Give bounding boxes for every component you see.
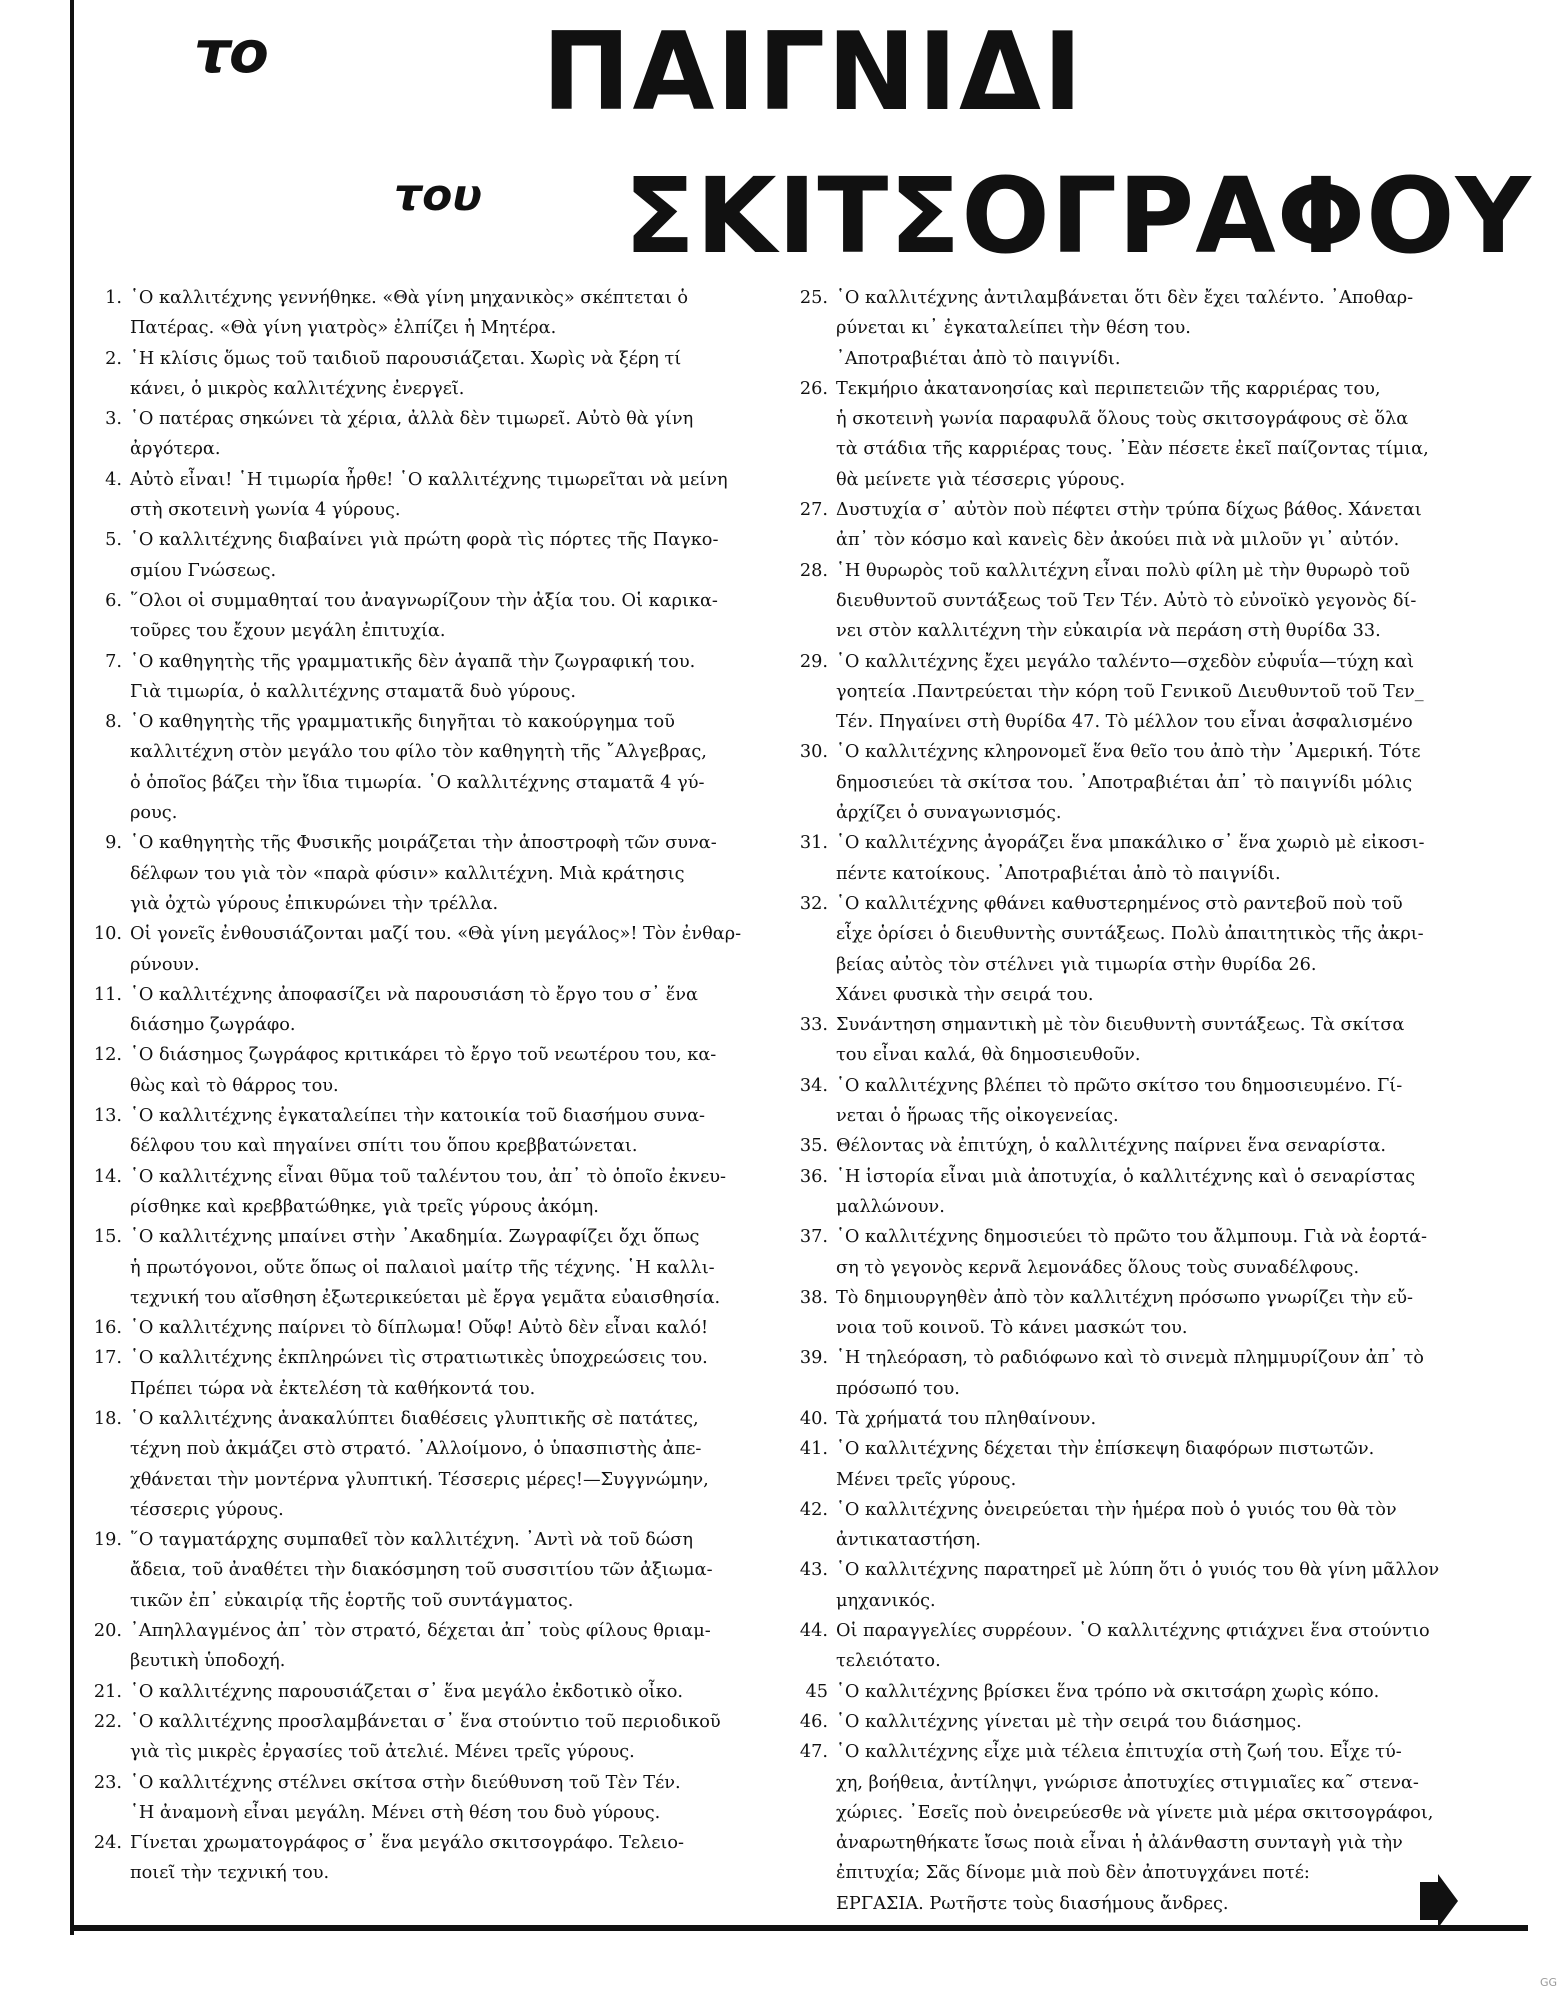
list-item bbox=[92, 465, 758, 526]
item-text: ῾Ο καλλιτέχνης γεννήθηκε. «Θὰ γίνη μηχανικὸς» σκέπτεται ὁ Πατέρας. «Θὰ γίνη γιατρὸς» ἐλπίζει ἡ Μητέρα. bbox=[130, 288, 689, 339]
item-number: 30. bbox=[799, 742, 828, 763]
item-text: ῾Ο καλλιτέχνης κληρονομεῖ ἕνα θεῖο του ἀπὸ τὴν ᾽Αμερική. Τότε δημοσιεύει τὰ σκίτσα του. ᾽Αποτραβιέται ἀπ᾽ τὸ παιγνίδι μόλις ἀρχίζει ὁ συναγωνισμός. bbox=[836, 742, 1421, 824]
item-number: 16. bbox=[93, 1318, 122, 1339]
list-item bbox=[92, 828, 758, 919]
list-item bbox=[92, 707, 758, 828]
item-text: ῾Ο καλλιτέχνης δέχεται τὴν ἐπίσκεψη διαφόρων πιστωτῶν. Μένει τρεῖς γύρους. bbox=[836, 1439, 1375, 1490]
item-number: 2. bbox=[105, 348, 122, 369]
list-item bbox=[794, 1283, 1494, 1344]
list-item bbox=[92, 647, 758, 708]
item-number: 12. bbox=[93, 1045, 122, 1066]
item-text: ῾Ο καλλιτέχνης παρατηρεῖ μὲ λύπη ὅτι ὁ γυιός του θὰ γίνη μᾶλλον μηχανικός. bbox=[836, 1560, 1440, 1611]
item-number: 27. bbox=[799, 500, 828, 521]
list-item bbox=[794, 1071, 1494, 1132]
item-number: 22. bbox=[93, 1711, 122, 1732]
item-text: ῾Ο καλλιτέχνης βρίσκει ἕνα τρόπο νὰ σκιτσάρη χωρὶς κόπο. bbox=[836, 1681, 1380, 1702]
item-text: ῾Ο διάσημος ζωγράφος κριτικάρει τὸ ἔργο τοῦ νεωτέρου του, κα- θὼς καὶ τὸ θάρρος του. bbox=[130, 1045, 717, 1096]
item-text: Γίνεται χρωματογράφος σ᾽ ἕνα μεγάλο σκιτσογράφο. Τελειο- ποιεῖ τὴν τεχνική του. bbox=[130, 1833, 684, 1884]
item-number: 8. bbox=[105, 712, 122, 733]
page-border-bottom bbox=[70, 1925, 1528, 1931]
item-number: 32. bbox=[799, 893, 828, 914]
list-item bbox=[794, 1495, 1494, 1556]
list-item bbox=[794, 1677, 1494, 1707]
list-item bbox=[794, 1010, 1494, 1071]
item-number: 21. bbox=[93, 1681, 122, 1702]
item-text: ῾Ο πατέρας σηκώνει τὰ χέρια, ἀλλὰ δὲν τιμωρεῖ. Αὐτὸ θὰ γίνη ἀργότερα. bbox=[130, 409, 694, 460]
item-number: 11. bbox=[93, 984, 122, 1005]
item-text: ῾Ο καθηγητὴς τῆς γραμματικῆς δὲν ἀγαπᾶ τὴν ζωγραφική του. Γιὰ τιμωρία, ὁ καλλιτέχνης σταματᾶ δυὸ γύρους. bbox=[130, 651, 696, 702]
item-number: 25. bbox=[799, 288, 828, 308]
item-number: 28. bbox=[799, 560, 828, 581]
list-item bbox=[92, 1162, 758, 1223]
item-text: ῾Ο καλλιτέχνης ἐκπληρώνει τὶς στρατιωτικὲς ὑποχρεώσεις του. Πρέπει τώρα νὰ ἐκτελέση τὰ καθήκοντά του. bbox=[130, 1348, 708, 1399]
item-number: 15. bbox=[93, 1227, 122, 1248]
item-number: 6. bbox=[105, 590, 122, 611]
list-item bbox=[92, 1525, 758, 1616]
item-number: 40. bbox=[799, 1408, 828, 1429]
right-column bbox=[794, 283, 1494, 1919]
item-number: 23. bbox=[93, 1772, 122, 1793]
item-text: Δυστυχία σ᾽ αὐτὸν ποὺ πέφτει στὴν τρύπα δίχως βάθος. Χάνεται ἀπ᾽ τὸν κόσμο καὶ κανεὶς δὲν ἀκούει πιὰ νὰ μιλοῦν γι᾽ αὐτόν. bbox=[836, 500, 1422, 551]
item-text: Θέλοντας νὰ ἐπιτύχη, ὁ καλλιτέχνης παίρνει ἕνα σεναρίστα. bbox=[836, 1136, 1387, 1157]
item-number: 29. bbox=[799, 651, 828, 672]
item-number: 44. bbox=[799, 1621, 828, 1642]
item-number: 13. bbox=[93, 1106, 122, 1127]
item-text: ῾Ο καλλιτέχνης ἔχει μεγάλο ταλέντο—σχεδὸν εὐφυΐα—τύχη καὶ γοητεία .Παντρεύεται τὴν κόρη τοῦ Γενικοῦ Διευθυντοῦ τοῦ Τεν_ Τέν. Πηγαίνει στὴ θυρίδα 47. Τὸ μέλλον του εἶναι ἀσφαλισμένο bbox=[836, 651, 1424, 733]
item-text: ῾Η κλίσις ὅμως τοῦ ταιδιοῦ παρουσιάζεται. Χωρὶς νὰ ξέρη τί κάνει, ὁ μικρὸς καλλιτέχνης ἐνεργεῖ. bbox=[130, 348, 682, 399]
item-number: 20. bbox=[93, 1621, 122, 1642]
item-number: 31. bbox=[799, 833, 828, 854]
list-item bbox=[794, 1555, 1494, 1616]
item-text: ῾Ο καθηγητὴς τῆς Φυσικῆς μοιράζεται τὴν ἀποστροφὴ τῶν συνα- δέλφων του γιὰ τὸν «παρὰ φύσιν» καλλιτέχνη. Μιὰ κράτησις γιὰ ὀχτὼ γύρους ἐπικυρώνει τὴν τρέλλα. bbox=[130, 833, 717, 914]
page-subtitle: ΣΚΙΤΣΟΓΡΑΦΟΥ bbox=[624, 155, 1532, 277]
item-text: ῾Ο καλλιτέχνης γίνεται μὲ τὴν σειρά του διάσημος. bbox=[836, 1711, 1302, 1732]
item-text: ῾Ο καλλιτέχνης ἀγοράζει ἕνα μπακάλικο σ᾽ ἕνα χωριὸ μὲ εἰκοσι- πέντε κατοίκους. ᾽Αποτραβιέται ἀπὸ τὸ παιγνίδι. bbox=[836, 833, 1425, 884]
left-column bbox=[92, 283, 758, 1889]
page-border-left bbox=[70, 0, 74, 1935]
list-item bbox=[92, 344, 758, 405]
header bbox=[74, 0, 1532, 280]
item-number: 7. bbox=[105, 651, 122, 672]
item-number: 35. bbox=[799, 1136, 828, 1157]
list-item bbox=[794, 556, 1494, 647]
item-text: ῾Ο καλλιτέχνης βλέπει τὸ πρῶτο σκίτσο του δημοσιευμένο. Γί- νεται ὁ ἥρωας τῆς οἰκογενείας. bbox=[836, 1075, 1403, 1127]
item-text: ῞Ολοι οἱ συμμαθηταί του ἀναγνωρίζουν τὴν ἀξία του. Οἱ καρικα- τοῦρες του ἔχουν μεγάλη ἐπιτυχία. bbox=[130, 590, 718, 642]
item-text: Οἱ γονεῖς ἐνθουσιάζονται μαζί του. «Θὰ γίνη μεγάλος»! Τὸν ἐνθαρ- ρύνουν. bbox=[130, 924, 742, 975]
item-text: ῾Ο καλλιτέχνης ἀντιλαμβάνεται ὅτι δὲν ἔχει ταλέντο. ᾽Αποθαρ- ρύνεται κι᾽ ἐγκαταλείπει τὴν θέση του. ᾽Αποτραβιέται ἀπὸ τὸ παιγνίδι. bbox=[836, 288, 1414, 369]
item-number: 42. bbox=[799, 1499, 828, 1520]
item-text: ῾Ο καλλιτέχνης ὀνειρεύεται τὴν ἡμέρα ποὺ ὁ γυιός του θὰ τὸν ἀντικαταστήση. bbox=[836, 1499, 1397, 1551]
item-text: ῾Ο καλλιτέχνης φθάνει καθυστερημένος στὸ ραντεβοῦ ποὺ τοῦ εἶχε ὁρίσει ὁ διευθυντὴς συντάξεως. Πολὺ ἀπαιτητικὸς τῆς ἀκρι- βείας αὐτὸς τὸν στέλνει γιὰ τιμωρία στὴν θυρίδα 26. Χάνει φυσικὰ τὴν σειρά του. bbox=[836, 893, 1424, 1005]
list-item bbox=[794, 1404, 1494, 1434]
list-item bbox=[794, 1707, 1494, 1737]
item-number: 45 bbox=[805, 1681, 828, 1702]
item-number: 10. bbox=[93, 924, 122, 945]
item-number: 18. bbox=[93, 1408, 122, 1429]
item-number: 46. bbox=[799, 1711, 828, 1732]
item-text: ῾Ο καλλιτέχνης παρουσιάζεται σ᾽ ἕνα μεγάλο ἐκδοτικὸ οἶκο. bbox=[130, 1681, 684, 1702]
item-number: 26. bbox=[799, 378, 828, 399]
list-item bbox=[92, 586, 758, 647]
item-text: ῾Ο καλλιτέχνης μπαίνει στὴν ᾽Ακαδημία. Ζωγραφίζει ὄχι ὅπως ἡ πρωτόγονοι, οὔτε ὅπως οἱ παλαιοὶ μαίτρ τῆς τέχνης. ῾Η καλλι- τεχνική του αἴσθηση ἐξωτερικεύεται μὲ ἔργα γεμᾶτα εὐαισθησία. bbox=[130, 1227, 721, 1308]
list-item bbox=[794, 647, 1494, 738]
list-item bbox=[92, 1616, 758, 1677]
item-text: ῾Ο καλλιτέχνης δημοσιεύει τὸ πρῶτο του ἄλμπουμ. Γιὰ νὰ ἑορτά- ση τὸ γεγονὸς κερνᾶ λεμονάδες ὅλους τοὺς συναδέλφους. bbox=[836, 1227, 1428, 1278]
list-item bbox=[92, 1222, 758, 1313]
list-item bbox=[92, 1768, 758, 1829]
item-number: 5. bbox=[105, 530, 122, 551]
list-item bbox=[92, 980, 758, 1041]
item-number: 38. bbox=[799, 1287, 828, 1308]
corner-watermark: GG bbox=[1540, 1976, 1558, 1989]
item-number: 4. bbox=[105, 469, 122, 490]
list-item bbox=[794, 828, 1494, 889]
item-number: 36. bbox=[799, 1166, 828, 1187]
item-text: Αὐτὸ εἶναι! ῾Η τιμωρία ἦρθε! ῾Ο καλλιτέχνης τιμωρεῖται νὰ μείνη στὴ σκοτεινὴ γωνία 4 γύρους. bbox=[130, 469, 728, 521]
item-text: ῾Ο καλλιτέχνης εἶναι θῦμα τοῦ ταλέντου του, ἀπ᾽ τὸ ὁποῖο ἐκνευ- ρίσθηκε καὶ κρεββατώθηκε, γιὰ τρεῖς γύρους ἀκόμη. bbox=[130, 1166, 726, 1217]
item-number: 3. bbox=[105, 409, 122, 430]
list-item bbox=[794, 1616, 1494, 1677]
list-item bbox=[794, 1131, 1494, 1161]
item-number: 34. bbox=[799, 1075, 828, 1096]
title-connector: του bbox=[394, 170, 483, 221]
list-item bbox=[92, 404, 758, 465]
item-number: 9. bbox=[105, 833, 122, 854]
item-text: Οἱ παραγγελίες συρρέουν. ῾Ο καλλιτέχνης φτιάχνει ἕνα στούντιο τελειότατο. bbox=[836, 1621, 1430, 1672]
item-text: ῾Ο καλλιτέχνης διαβαίνει γιὰ πρώτη φορὰ τὶς πόρτες τῆς Παγκο- σμίου Γνώσεως. bbox=[130, 530, 719, 581]
list-item bbox=[794, 1162, 1494, 1223]
list-item bbox=[92, 1404, 758, 1525]
item-number: 43. bbox=[799, 1560, 828, 1581]
item-number: 33. bbox=[799, 1015, 828, 1036]
item-text: ῞Ο ταγματάρχης συμπαθεῖ τὸν καλλιτέχνη. ᾽Αντὶ νὰ τοῦ δώση ἄδεια, τοῦ ἀναθέτει τὴν διακόσμηση τοῦ συσσιτίου τῶν ἀξιωμα- τικῶν ἐπ᾽ εὐκαιρίᾳ τῆς ἑορτῆς τοῦ συντάγματος. bbox=[130, 1530, 713, 1611]
list-item bbox=[794, 737, 1494, 828]
item-number: 39. bbox=[799, 1348, 828, 1369]
list-item bbox=[794, 495, 1494, 556]
item-number: 19. bbox=[93, 1530, 122, 1551]
item-text: Συνάντηση σημαντικὴ μὲ τὸν διευθυντὴ συντάξεως. Τὰ σκίτσα του εἶναι καλά, θὰ δημοσιευθοῦν. bbox=[836, 1015, 1405, 1066]
item-number: 41. bbox=[799, 1439, 828, 1460]
item-text: ῾Ο καλλιτέχνης παίρνει τὸ δίπλωμα! Οὔφ! Αὐτὸ δὲν εἶναι καλό! bbox=[130, 1318, 709, 1339]
list-item bbox=[92, 1707, 758, 1768]
list-item bbox=[92, 1343, 758, 1404]
item-text: Τὸ δημιουργηθὲν ἀπὸ τὸν καλλιτέχνη πρόσωπο γνωρίζει τὴν εὔ- νοια τοῦ κοινοῦ. Τὸ κάνει μασκώτ του. bbox=[836, 1287, 1413, 1339]
item-number: 47. bbox=[799, 1742, 828, 1763]
list-item bbox=[794, 889, 1494, 1010]
item-text: ῾Ο καλλιτέχνης προσλαμβάνεται σ᾽ ἕνα στούντιο τοῦ περιοδικοῦ γιὰ τὶς μικρὲς ἐργασίες τοῦ ἀτελιέ. Μένει τρεῖς γύρους. bbox=[130, 1711, 721, 1763]
list-item bbox=[794, 1434, 1494, 1495]
item-number: 14. bbox=[93, 1166, 122, 1187]
list-item bbox=[794, 1222, 1494, 1283]
item-number: 1. bbox=[105, 288, 122, 308]
item-text: ῾Ο καλλιτέχνης ἐγκαταλείπει τὴν κατοικία τοῦ διασήμου συνα- δέλφου του καὶ πηγαίνει σπίτι του ὅπου κρεββατώνεται. bbox=[130, 1106, 706, 1157]
item-number: 37. bbox=[799, 1227, 828, 1248]
list-item bbox=[92, 1313, 758, 1343]
item-number: 24. bbox=[93, 1833, 122, 1854]
item-text: Τεκμήριο ἀκατανοησίας καὶ περιπετειῶν τῆς καρριέρας του, ἡ σκοτεινὴ γωνία παραφυλᾶ ὅλους τοὺς σκιτσογράφους σὲ ὅλα τὰ στάδια τῆς καρριέρας τους. ᾽Εὰν πέσετε ἐκεῖ παίζοντας τίμια, θὰ μείνετε γιὰ τέσσερις γύρους. bbox=[836, 378, 1429, 490]
list-item bbox=[794, 1343, 1494, 1404]
list-item bbox=[92, 1677, 758, 1707]
list-item bbox=[794, 1737, 1494, 1919]
list-item bbox=[92, 1040, 758, 1101]
title-article: το bbox=[194, 18, 267, 86]
list-item bbox=[794, 283, 1494, 374]
item-text: ῾Ο καλλιτέχνης στέλνει σκίτσα στὴν διεύθυνση τοῦ Τὲν Τέν. ῾Η ἀναμονὴ εἶναι μεγάλη. Μένει στὴ θέση του δυὸ γύρους. bbox=[130, 1772, 681, 1823]
item-text: ῾Η τηλεόραση, τὸ ραδιόφωνο καὶ τὸ σινεμὰ πλημμυρίζουν ἀπ᾽ τὸ πρόσωπό του. bbox=[836, 1348, 1424, 1399]
list-item bbox=[92, 1101, 758, 1162]
list-item bbox=[794, 374, 1494, 495]
item-text: ῾Ο καλλιτέχνης ἀποφασίζει νὰ παρουσιάση τὸ ἔργο του σ᾽ ἕνα διάσημο ζωγράφο. bbox=[130, 984, 698, 1036]
item-text: ᾽Απηλλαγμένος ἀπ᾽ τὸν στρατό, δέχεται ἀπ᾽ τοὺς φίλους θριαμ- βευτικὴ ὑποδοχή. bbox=[130, 1621, 711, 1672]
list-item bbox=[92, 1828, 758, 1889]
item-text: ῾Ο καλλιτέχνης εἶχε μιὰ τέλεια ἐπιτυχία στὴ ζωή του. Εἶχε τύ- χη, βοήθεια, ἀντίληψι, γνώρισε ἀποτυχίες στιγμιαῖες κα῀ στενα- χώριες. ᾽Εσεῖς ποὺ ὀνειρεύεσθε νὰ γίνετε μιὰ μέρα σκιτσογράφοι, ἀναρωτηθήκατε ἴσως ποιὰ εἶναι ἡ ἀλάνθαστη συνταγὴ γιὰ τὴν ἐπιτυχία; Σᾶς δίνομε μιὰ ποὺ δὲν ἀποτυγχάνει ποτέ: ΕΡΓΑΣΙΑ. Ρωτῆστε τοὺς διασήμους ἄνδρες. bbox=[836, 1742, 1434, 1914]
item-text: Τὰ χρήματά του πληθαίνουν. bbox=[836, 1408, 1097, 1429]
item-text: ῾Ο καλλιτέχνης ἀνακαλύπτει διαθέσεις γλυπτικῆς σὲ πατάτες, τέχνη ποὺ ἀκμάζει στὸ στρατό. ᾽Αλλοίμονο, ὁ ὑπασπιστὴς ἀπε- χθάνεται τὴν μοντέρνα γλυπτική. Τέσσερις μέρες!—Συγγνώμην, τέσσερις γύρους. bbox=[130, 1408, 709, 1520]
page-title: ΠΑΙΓΝΙΔΙ bbox=[542, 10, 1085, 135]
right-arrow-icon bbox=[1418, 1874, 1458, 1928]
list-item bbox=[92, 283, 758, 344]
item-text: ῾Η ἱστορία εἶναι μιὰ ἀποτυχία, ὁ καλλιτέχνης καὶ ὁ σεναρίστας μαλλώνουν. bbox=[836, 1166, 1416, 1217]
item-text: ῾Ο καθηγητὴς τῆς γραμματικῆς διηγῆται τὸ κακούργημα τοῦ καλλιτέχνη στὸν μεγάλο του φίλο τὸν καθηγητὴ τῆς ῎Αλγεβρας, ὁ ὁποῖος βάζει τὴν ἴδια τιμωρία. ῾Ο καλλιτέχνης σταματᾶ 4 γύ- ρους. bbox=[130, 712, 707, 824]
item-text: ῾Η θυρωρὸς τοῦ καλλιτέχνη εἶναι πολὺ φίλη μὲ τὴν θυρωρὸ τοῦ διευθυντοῦ συντάξεως τοῦ Τεν Τέν. Αὐτὸ τὸ εὐνοϊκὸ γεγονὸς δί- νει στὸν καλλιτέχνη τὴν εὐκαιρία νὰ περάση στὴ θυρίδα 33. bbox=[836, 560, 1417, 642]
list-item bbox=[92, 525, 758, 586]
item-number: 17. bbox=[93, 1348, 122, 1369]
list-item bbox=[92, 919, 758, 980]
